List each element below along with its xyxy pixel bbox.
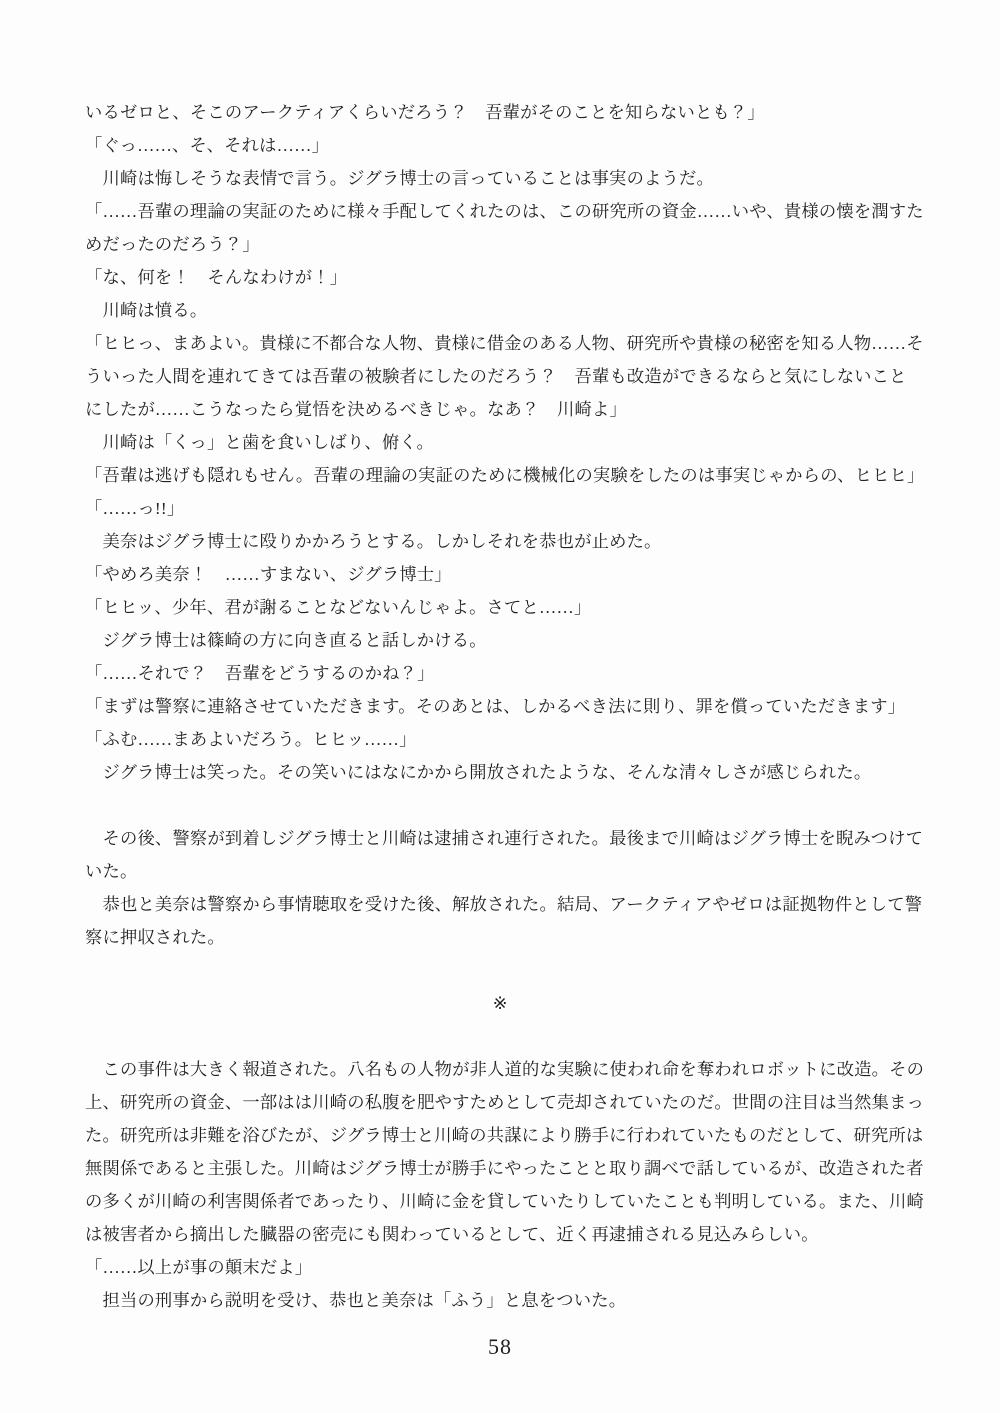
text-line: 無関係であると主張した。川崎はジグラ博士が勝手にやったことと取り調べで話しているが、改造された者	[85, 1159, 924, 1178]
blank-line	[85, 789, 915, 822]
page-number: 58	[488, 1334, 512, 1359]
text-line: 「ヒヒッ、少年、君が謝ることなどないんじゃよ。さてと……」	[85, 598, 592, 617]
text-body	[85, 96, 925, 1317]
text-line: 川崎は「くっ」と歯を食いしばり、俯く。	[85, 433, 434, 452]
blank-line	[85, 1020, 915, 1053]
blank-line	[85, 954, 915, 987]
text-line: 「な、何を！ そんなわけが！」	[85, 268, 348, 287]
text-line: 「ぐっ……、そ、それは……」	[85, 136, 330, 155]
text-line: いた。	[85, 862, 138, 881]
section-divider: ※	[492, 994, 508, 1013]
text-line: は被害者から摘出した臓器の密売にも関わっているとして、近く再逮捕される見込みらしい。	[85, 1225, 819, 1244]
text-line: 恭也と美奈は警察から事情聴取を受けた後、解放された。結局、アークティアやゼロは証拠物件として警	[85, 895, 923, 914]
text-line: いるゼロと、そこのアークティアくらいだろう？ 吾輩がそのことを知らないとも？」	[85, 103, 765, 122]
text-line: その後、警察が到着しジグラ博士と川崎は逮捕され連行された。最後まで川崎はジグラ博士を睨みつけて	[85, 829, 924, 848]
text-line: 「……以上が事の顛末だよ」	[85, 1258, 313, 1277]
text-line: 美奈はジグラ博士に殴りかかろうとする。しかしそれを恭也が止めた。	[85, 532, 662, 551]
text-line: 「ヒヒっ、まあよい。貴様に不都合な人物、貴様に借金のある人物、研究所や貴様の秘密を知る人物……そ	[85, 334, 924, 353]
text-line: ジグラ博士は笑った。その笑いにはなにかから開放されたような、そんな清々しさが感じられた。	[85, 763, 872, 782]
text-line: 川崎は憤る。	[85, 301, 208, 320]
text-line: 「まずは警察に連絡させていただきます。そのあとは、しかるべき法に則り、罪を償っていただきます」	[85, 697, 906, 716]
text-line: 担当の刑事から説明を受け、恭也と美奈は「ふう」と息をついた。	[85, 1291, 627, 1310]
text-line: 「吾輩は逃げも隠れもせん。吾輩の理論の実証のために機械化の実験をしたのは事実じゃからの、ヒヒヒ」	[85, 466, 925, 485]
text-line: 「やめろ美奈！ ……すまない、ジグラ博士」	[85, 565, 452, 584]
text-line: ういった人間を連れてきては吾輩の被験者にしたのだろう？ 吾輩も改造ができるならと気にしないこと	[85, 367, 907, 386]
text-line: の多くが川崎の利害関係者であったり、川崎に金を貸していたりしていたことも判明している。また、川崎	[85, 1192, 924, 1211]
text-line: 「……それで？ 吾輩をどうするのかね？」	[85, 664, 435, 683]
text-line: ジグラ博士は篠崎の方に向き直ると話しかける。	[85, 631, 487, 650]
text-line: この事件は大きく報道された。八名もの人物が非人道的な実験に使われ命を奪われロボットに改造。その	[85, 1060, 925, 1079]
text-line: めだったのだろう？」	[85, 235, 260, 254]
text-line: 「……吾輩の理論の実証のために様々手配してくれたのは、この研究所の資金……いや、貴様の懐を潤すた	[85, 202, 924, 221]
text-line: にしたが……こうなったら覚悟を決めるべきじゃ。なあ？ 川崎よ」	[85, 400, 627, 419]
text-line: 察に押収された。	[85, 928, 225, 947]
text-line: 上、研究所の資金、一部はは川崎の私腹を肥やすためとして売却されていたのだ。世間の注目は当然集まっ	[85, 1093, 925, 1112]
text-line: た。研究所は非難を浴びたが、ジグラ博士と川崎の共謀により勝手に行われていたものだとして、研究所は	[85, 1126, 924, 1145]
text-line: 「……っ!!」	[85, 499, 185, 518]
text-line: 川崎は悔しそうな表情で言う。ジグラ博士の言っていることは事実のようだ。	[85, 169, 714, 188]
text-line: 「ふむ……まあよいだろう。ヒヒッ……」	[85, 730, 417, 749]
